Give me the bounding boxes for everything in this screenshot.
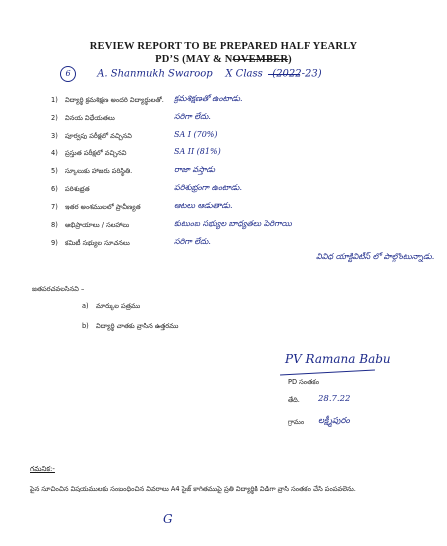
question-number: 6) [51, 185, 58, 193]
enclosure-item [82, 302, 140, 312]
subtitle-suffix: ) [288, 54, 292, 65]
question-row [0, 199, 447, 215]
question-number: 9) [51, 239, 58, 247]
question-row [0, 163, 447, 179]
question-label: ప్రస్తుత పరీక్షలో వచ్చినవి [65, 149, 127, 157]
question-number: 5) [51, 167, 58, 175]
question-label: స్కూలుకు హాజరు పరిస్థితి. [65, 167, 133, 175]
question-answer: సరిగా లేదు. [174, 237, 211, 246]
student-name: A. Shanmukh Swaroop [97, 68, 213, 80]
pd-signature: PV Ramana Babu [285, 352, 391, 366]
subtitle-prefix: PD’S (MAY & N [155, 54, 233, 65]
question-number: 2) [51, 114, 58, 122]
question-answer: క్రమశిక్షణతో ఉంటాడు. [174, 94, 243, 103]
signature-stroke [280, 370, 375, 376]
date-value: 28.7.22 [318, 394, 351, 404]
question-answer: SA II (81%) [174, 147, 221, 156]
question-label: పరిశుభ్రత [65, 185, 90, 193]
question-row [0, 145, 447, 161]
subtitle-struck: OVEMBER [232, 54, 289, 65]
question-answer: SA I (70%) [174, 130, 218, 139]
question-label: ఇతర అంశములలో ప్రావీణ్యత [65, 203, 141, 211]
report-title: REVIEW REPORT TO BE PREPARED HALF YEARLY [89, 41, 358, 52]
question-answer: కుటుంబ సభ్యుల బాధ్యతలు పెరిగాయి [174, 219, 292, 228]
signature-role: PD సంతకం [288, 378, 320, 386]
date-label: తేది. [288, 396, 300, 404]
initial-mark: G [163, 512, 173, 526]
place-label: గ్రామం [288, 418, 305, 426]
question-number: 4) [51, 149, 58, 157]
question-number: 7) [51, 203, 58, 211]
question-row [0, 235, 447, 251]
class-underline [268, 74, 300, 75]
note-heading: గమనిక:- [30, 465, 55, 473]
question-label: పూర్వపు పరీక్షలో వచ్చినవి [65, 132, 132, 140]
question-row [0, 110, 447, 126]
academic-year: (2022-23) [272, 68, 322, 80]
student-class: X Class [225, 68, 263, 80]
question-answer: రాజా వస్తాడు [174, 165, 216, 174]
note-body: పైన సూచించిన విషయములకు సంబంధించిన వివరాలు A4 సైజ్ కాగితముపై ప్రతి విద్యార్థికి విడిగా వ్రాసి సంతకం చేసి పంపవలెను. [30, 485, 356, 493]
question-label: కమిటీ సభ్యుల సూచనలు [65, 239, 130, 247]
question-answer: సరిగా లేదు. [174, 112, 211, 121]
question-answer: పరిశుభ్రంగా ఉంటాడు. [174, 183, 242, 192]
question-label: వినయ విధేయతలు [65, 114, 115, 122]
question-number: 1) [51, 96, 58, 104]
place-value: లక్ష్మీపురం [318, 416, 350, 426]
question-answer: ఆటలు ఆడుతాడు. [174, 201, 233, 210]
question-row [0, 181, 447, 197]
answer-9-extra: వివిధ యాక్టివిటీస్ లో పాల్గొంటున్నాడు. [316, 252, 435, 261]
serial-number: 6 [60, 66, 76, 82]
question-label: అభిప్రాయాలు / సలహాలు [65, 221, 130, 229]
enclosure-item [82, 322, 178, 332]
enclosure-letter: a) [82, 302, 89, 310]
enclosure-text: విద్యార్థి చాతకు వ్రాసిన ఉత్తరము [96, 322, 179, 330]
question-row [0, 217, 447, 233]
question-row [0, 128, 447, 144]
question-number: 3) [51, 132, 58, 140]
enclosure-letter: b) [82, 322, 89, 330]
question-row [0, 92, 447, 108]
question-label: విద్యార్థి క్రమశిక్షణ అందరి విద్యార్థులతో. [65, 96, 164, 104]
enclosures-heading: జతపరచవలసినవి – [32, 285, 85, 293]
enclosure-text: మార్కుల పత్రము [96, 302, 141, 310]
report-subtitle [0, 54, 447, 65]
question-number: 8) [51, 221, 58, 229]
